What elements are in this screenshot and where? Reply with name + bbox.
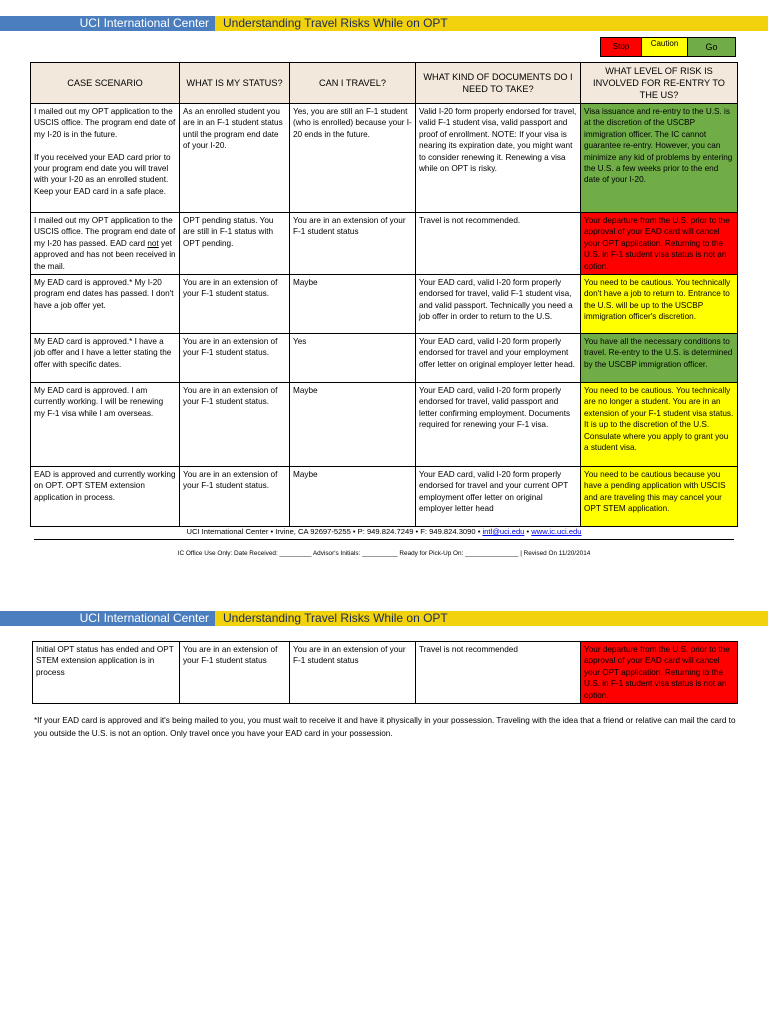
case-scenario-cell: My EAD card is approved.* My I-20 program end dates has passed. I don't have a job offer yet. [31,275,180,334]
case-scenario-cell: My EAD card is approved.* I have a job offer and I have a letter stating the offer with specific dates. [31,334,180,383]
documents-cell: Travel is not recommended [416,642,581,704]
contact-text: UCI International Center • Irvine, CA 92697-5255 • P: 949.824.7249 • F: 949.824.3090 • [186,527,483,536]
table-row [31,334,738,383]
status-cell: You are in an extension of your F-1 student status. [180,275,290,334]
status-cell: You are in an extension of your F-1 student status. [180,383,290,467]
status-cell: OPT pending status. You are still in F-1 status with OPT pending. [180,213,290,275]
status-cell: You are in an extension of your F-1 student status [180,642,290,704]
table-header-row [31,63,738,104]
can-travel-cell: Maybe [290,467,416,527]
can-travel-cell: Maybe [290,275,416,334]
table-row [33,642,738,704]
separator: • [524,527,532,536]
column-header: CASE SCENARIO [31,63,180,104]
banner-title: Understanding Travel Risks While on OPT [215,16,768,31]
email-link[interactable]: intl@uci.edu [482,527,525,536]
documents-cell: Travel is not recommended. [416,213,581,275]
page-banner [0,16,768,31]
scenario-text: I mailed out my OPT application to the USCIS office. The program end date of my I-20 has passed. EAD card [34,216,176,248]
legend-stop: Stop [601,38,642,56]
case-scenario-cell [31,213,180,275]
status-cell: As an enrolled student you are in an F-1 student status until the program end date of your I-20. [180,104,290,213]
column-header: WHAT IS MY STATUS? [180,63,290,104]
table-row [31,104,738,213]
documents-cell: Your EAD card, valid I-20 form properly endorsed for travel and your employment offer letter on original employer letter head. [416,334,581,383]
column-header: WHAT KIND OF DOCUMENTS DO I NEED TO TAKE? [416,63,581,104]
can-travel-cell: You are in an extension of your F-1 student status [290,642,416,704]
table-row [31,383,738,467]
risk-level-cell: You need to be cautious because you have a pending application with USCIS and are traveling this may cancel your OPT STEM application. [581,467,738,527]
office-use-line: IC Office Use Only: Date Received: _________ Advisor's Initials: __________ Ready for Pick-Up On: _______________ | Revised On 11/20/2014 [177,550,591,557]
table-row [31,467,738,527]
footer-divider [34,539,734,540]
risk-legend [600,37,736,57]
case-scenario-cell: Initial OPT status has ended and OPT STEM extension application is in process [33,642,180,704]
case-scenario-cell: EAD is approved and currently working on OPT. OPT STEM extension application in process. [31,467,180,527]
risk-level-cell: Your departure from the U.S. prior to the approval of your EAD card will cancel your OPT application. Returning to the U.S. in F-1 student visa status is not an option. [581,213,738,275]
case-scenario-cell: I mailed out my OPT application to the USCIS office. The program end date of my I-20 is in the future. If you received your EAD card prior to your program end date you will travel with your I-20 as an enrolled student. Keep your EAD card in a safe place. [31,104,180,213]
travel-risk-table-continued [32,641,738,704]
website-link[interactable]: www.ic.uci.edu [531,527,582,536]
documents-cell: Your EAD card, valid I-20 form properly endorsed for travel and your current OPT employment offer letter on original employer letter head [416,467,581,527]
case-scenario-cell: My EAD card is approved. I am currently working. I will be renewing my F-1 visa while I am overseas. [31,383,180,467]
table-row [31,213,738,275]
column-header: CAN I TRAVEL? [290,63,416,104]
risk-level-cell: Visa issuance and re-entry to the U.S. is at the discretion of the USCBP immigration officer. The IC cannot guarantee re-entry. However, you can minimize any kid of problems by entering the U.S. a few weeks prior to the end date of your I-20. [581,104,738,213]
risk-level-cell: You need to be cautious. You technically don't have a job to return to. Entrance to the U.S. will be up to the USCBP immigration officer's discretion. [581,275,738,334]
page-banner [0,611,768,626]
can-travel-cell: You are in an extension of your F-1 student status [290,213,416,275]
column-header: WHAT LEVEL OF RISK IS INVOLVED FOR RE-ENTRY TO THE US? [581,63,738,104]
status-cell: You are in an extension of your F-1 student status. [180,334,290,383]
documents-cell: Your EAD card, valid I-20 form properly endorsed for travel, valid F-1 student visa, and valid passport. Technically you need a job offer in order to return to the U.S. [416,275,581,334]
status-cell: You are in an extension of your F-1 student status. [180,467,290,527]
footer-contact [0,527,768,536]
legend-go: Go [688,38,735,56]
footnote: *If your EAD card is approved and it's being mailed to you, you must wait to receive it and have it physically in your possession. Traveling with the idea that a friend or relative can mail the card to you outside the U.S. is not an option. Only travel once you have your EAD card in your possession. [34,716,736,738]
can-travel-cell: Maybe [290,383,416,467]
can-travel-cell: Yes [290,334,416,383]
risk-level-cell: You have all the necessary conditions to travel. Re-entry to the U.S. is determined by the USCBP immigration officer. [581,334,738,383]
legend-caution: Caution [642,38,688,56]
scenario-text: yet approved and has not been received in the mail. [34,238,176,271]
table-row [31,275,738,334]
can-travel-cell: Yes, you are still an F-1 student (who is enrolled) because your I-20 ends in the future. [290,104,416,213]
documents-cell: Your EAD card, valid I-20 form properly endorsed for travel, valid passport and letter confirming employment. Documents required for renewing your F-1 visa. [416,383,581,467]
documents-cell: Valid I-20 form properly endorsed for travel, valid F-1 student visa, valid passport and proof of enrollment. NOTE: If your visa is nearing its expiration date, you might want to consider renewing it. Renewing a visa while on OPT is risky. [416,104,581,213]
risk-level-cell: You need to be cautious. You technically are no longer a student. You are in an extension of your F-1 student visa status. It is up to the discretion of the U.S. Consulate where you apply to grant you a student visa. [581,383,738,467]
travel-risk-table [30,62,738,527]
banner-org: UCI International Center [0,16,215,31]
banner-org: UCI International Center [0,611,215,626]
banner-title: Understanding Travel Risks While on OPT [215,611,768,626]
risk-level-cell: Your departure from the U.S. prior to the approval of your EAD card will cancel your OPT application. Returning to the U.S. in F-1 student visa status is not an option. [581,642,738,704]
scenario-underlined-text: not [147,238,159,248]
